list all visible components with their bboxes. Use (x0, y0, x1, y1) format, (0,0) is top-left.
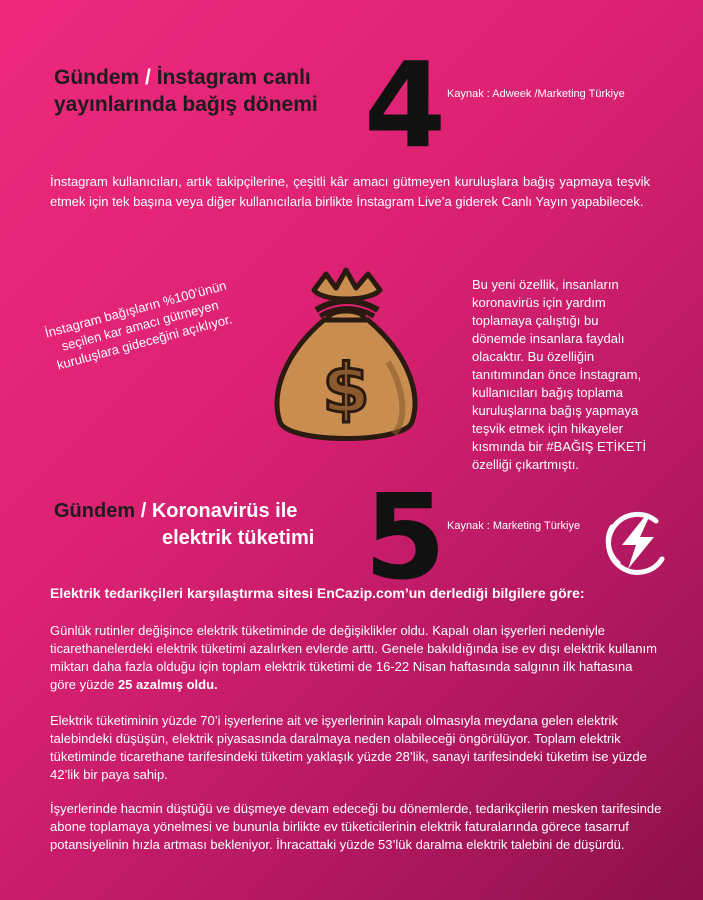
section1-title-rest: İnstagram canlı yayınlarında bağış dönemi (54, 66, 318, 116)
section1-rotated-note: İnstagram bağışların %100’ünün seçilen kar amacı gütmeyen kuruluşlara gideceğini açıklıyor. (43, 277, 234, 373)
section2-title-slash: / (140, 500, 147, 522)
section2-title-rest: Koronavirüs ile (151, 500, 298, 522)
section2-p1-bold: 25 azalmış oldu. (117, 677, 218, 692)
section1-intro: İnstagram kullanıcıları, artık takipçilerine, çeşitli kâr amacı gütmeyen kuruluşlara bağış yapmaya teşvik etmek için tek başına veya diğer kullanıcılarla birlikte İnstagram Live’a giderek Canlı Yayın yapabilecek. (50, 174, 650, 209)
section2-paragraph-1 (50, 622, 662, 694)
section1-source: Kaynak : Adweek /Marketing Türkiye (447, 88, 625, 100)
money-bag-icon (266, 262, 426, 452)
section2-lead: Elektrik tedarikçileri karşılaştırma sitesi EnCazip.com’un derlediği bilgilere göre: (50, 585, 585, 601)
section2-number: 5 (364, 468, 447, 606)
section1-title (54, 64, 354, 118)
section2-paragraph-2: Elektrik tüketiminin yüzde 70’i işyerlerine ait ve işyerlerinin kapalı olmasıyla meydana gelen elektrik talebindeki düşüşün, elektrik piyasasında daralmaya neden olabileceği öngörülüyor. Toplam elektrik tüketiminde ticarethane tarifesindeki tüketim yaklaşık yüzde 28’lik, sanayi tarifesindeki tüketim ise yüzde 42’lik bir paya sahip. (50, 713, 647, 782)
lightning-bolt-icon (600, 505, 674, 579)
section2-p1-text: Günlük rutinler değişince elektrik tüketiminde de değişiklikler oldu. Kapalı olan işyerleri nedeniyle ticarethanelerdeki elektrik tüketimi azalırken evlerde arttı. Genele bakıldığında ise ev dışı elektrik kullanım miktarı daha fazla olduğu için toplam elektrik tüketimi de 16-22 Nisan haftasında salgının ilk haftasına göre yüzde (50, 623, 657, 692)
section2-title-prefix: Gündem (54, 500, 136, 522)
section2-source: Kaynak : Marketing Türkiye (447, 520, 581, 532)
section1-right-column: Bu yeni özellik, insanların koronavirüs için yardım toplamaya çalıştığı bu dönemde insanlara faydalı olacaktır. Bu özelliğin tanıtımından önce İnstagram, kullanıcıları bağış toplama kuruluşlarına bağış yapmaya teşvik etmek için hikayeler kısmında bir #BAĞIŞ ETİKETİ özelliği çıkartmıştı. (472, 277, 647, 472)
section1-title-prefix: Gündem (54, 66, 140, 89)
section1-title-slash: / (145, 66, 151, 89)
section2-paragraph-3: İşyerlerinde hacmin düştüğü ve düşmeye devam edeceği bu dönemlerde, tedarikçilerin mesken tarifesinde abone toplamaya yönelmesi ve bununla birlikte ev tüketicilerinin elektrik faturalarında görece tasarruf potansiyelinin hızla artması bekleniyor. İhracattaki yüzde 53’lük daralma elektrik talebini de düşürdü. (50, 801, 662, 852)
section2-title-line1 (54, 500, 297, 523)
svg-text:$: $ (322, 350, 370, 429)
section1-number: 4 (364, 36, 447, 174)
section2-title-line2: elektrik tüketimi (162, 527, 315, 549)
